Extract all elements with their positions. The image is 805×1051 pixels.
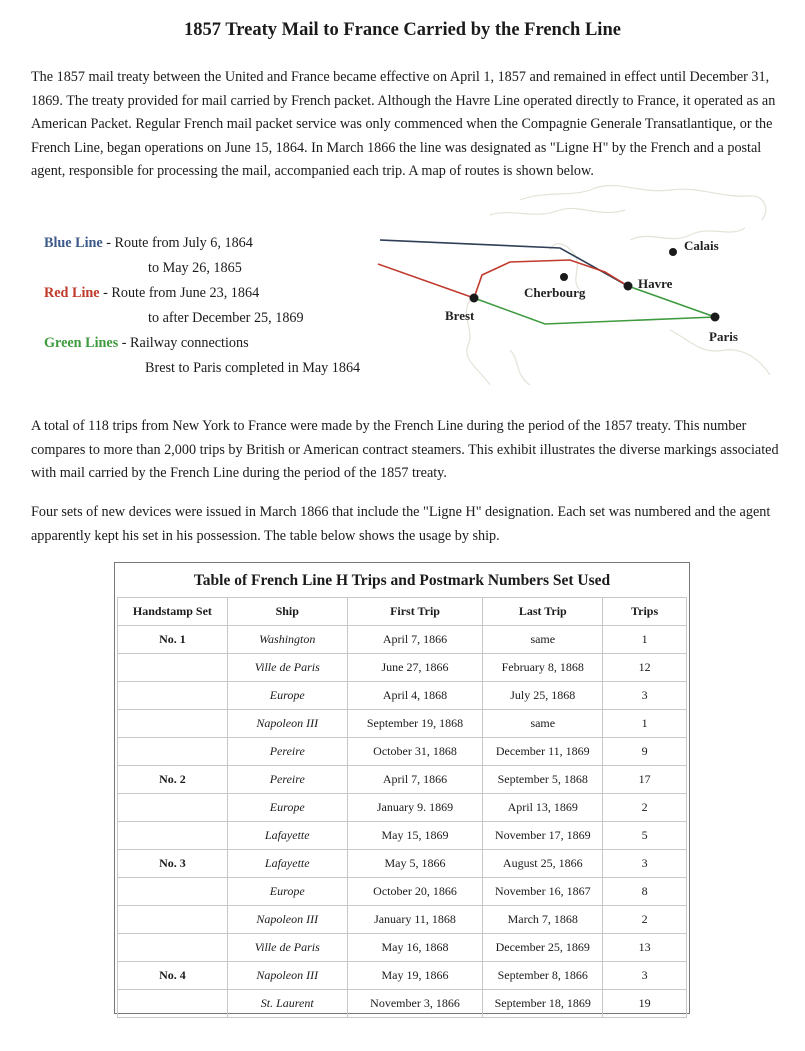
paris-marker bbox=[711, 313, 720, 322]
blue-route-line bbox=[380, 240, 628, 286]
legend-green-continued: Brest to Paris completed in May 1864 bbox=[145, 360, 361, 376]
legend-blue-name: Blue Line bbox=[44, 235, 103, 251]
first-trip-cell: October 20, 1866 bbox=[347, 878, 483, 906]
table-row bbox=[118, 794, 687, 822]
table-row bbox=[118, 850, 687, 878]
table-header-row bbox=[118, 598, 687, 626]
header-first-trip: First Trip bbox=[347, 598, 483, 626]
ship-cell: Napoleon III bbox=[227, 710, 347, 738]
last-trip-cell: September 18, 1869 bbox=[483, 990, 603, 1018]
table-row bbox=[118, 710, 687, 738]
legend-green-name: Green Lines bbox=[44, 335, 119, 351]
last-trip-cell: same bbox=[483, 710, 603, 738]
table-row bbox=[118, 654, 687, 682]
header-handstamp-set: Handstamp Set bbox=[118, 598, 228, 626]
paris-label: Paris bbox=[709, 329, 738, 344]
intro-paragraph: The 1857 mail treaty between the United and France became effective on April 1, 1857 and remained in effect until December 31, 1869. The treaty provided for mail carried by French packet. Although the Havre Line operated directly to France, it operated as an American Packet. Regular French mail packet service was only commenced when the Compagnie Generale Transatlantique, or the French Line, began operations on June 15, 1864. In March 1866 the line was designated as "Ligne H" by the French and a postal agent, responsible for processing the mail, accompanied each trip. A map of routes is shown below. bbox=[31, 69, 776, 179]
ship-cell: St. Laurent bbox=[227, 990, 347, 1018]
cherbourg-marker bbox=[560, 273, 568, 281]
first-trip-cell: November 3, 1866 bbox=[347, 990, 483, 1018]
first-trip-cell: April 7, 1866 bbox=[347, 766, 483, 794]
table-caption: Table of French Line H Trips and Postmark Numbers Set Used bbox=[193, 572, 611, 589]
table-row bbox=[118, 934, 687, 962]
handstamp-set-cell bbox=[118, 906, 228, 934]
table-row bbox=[118, 766, 687, 794]
ship-cell: Europe bbox=[227, 682, 347, 710]
last-trip-cell: July 25, 1868 bbox=[483, 682, 603, 710]
legend-red-desc: - Route from June 23, 1864 bbox=[99, 285, 260, 301]
handstamp-set-cell bbox=[118, 990, 228, 1018]
trips-paragraph: A total of 118 trips from New York to France were made by the French Line during the period of the 1857 treaty. This number compares to more than 2,000 trips by British or American contract steamers. This exhibit illustrates the diverse markings associated with mail carried by the French Line during the period of the 1857 treaty. bbox=[31, 418, 779, 481]
table-row bbox=[118, 990, 687, 1018]
legend-blue-continued: to May 26, 1865 bbox=[148, 260, 242, 276]
brest-label: Brest bbox=[445, 308, 475, 323]
last-trip-cell: November 17, 1869 bbox=[483, 822, 603, 850]
handstamp-set-cell bbox=[118, 738, 228, 766]
trips-cell: 13 bbox=[603, 934, 687, 962]
header-last-trip: Last Trip bbox=[483, 598, 603, 626]
legend-blue bbox=[44, 235, 253, 252]
trips-cell: 2 bbox=[603, 906, 687, 934]
last-trip-cell: December 25, 1869 bbox=[483, 934, 603, 962]
trips-cell: 9 bbox=[603, 738, 687, 766]
table-row bbox=[118, 738, 687, 766]
calais-label: Calais bbox=[684, 238, 719, 253]
legend-red-continued: to after December 25, 1869 bbox=[148, 310, 304, 326]
ship-cell: Napoleon III bbox=[227, 906, 347, 934]
table-row bbox=[118, 962, 687, 990]
ship-cell: Pereire bbox=[227, 766, 347, 794]
table-row bbox=[118, 878, 687, 906]
ship-cell: Ville de Paris bbox=[227, 934, 347, 962]
handstamp-set-cell bbox=[118, 822, 228, 850]
ship-cell: Pereire bbox=[227, 738, 347, 766]
trips-cell: 3 bbox=[603, 682, 687, 710]
trips-cell: 19 bbox=[603, 990, 687, 1018]
trips-table-box bbox=[114, 562, 690, 1014]
first-trip-cell: May 5, 1866 bbox=[347, 850, 483, 878]
ship-cell: Washington bbox=[227, 626, 347, 654]
legend-blue-desc: - Route from July 6, 1864 bbox=[102, 235, 253, 251]
header-ship: Ship bbox=[227, 598, 347, 626]
last-trip-cell: same bbox=[483, 626, 603, 654]
first-trip-cell: April 4, 1868 bbox=[347, 682, 483, 710]
handstamp-set-cell bbox=[118, 878, 228, 906]
table-body bbox=[118, 626, 687, 1018]
trips-cell: 3 bbox=[603, 962, 687, 990]
havre-label: Havre bbox=[638, 276, 673, 291]
last-trip-cell: November 16, 1867 bbox=[483, 878, 603, 906]
trips-cell: 3 bbox=[603, 850, 687, 878]
first-trip-cell: May 16, 1868 bbox=[347, 934, 483, 962]
trips-cell: 1 bbox=[603, 710, 687, 738]
ship-cell: Lafayette bbox=[227, 850, 347, 878]
trips-cell: 17 bbox=[603, 766, 687, 794]
page-title: 1857 Treaty Mail to France Carried by the French Line bbox=[184, 20, 621, 40]
ship-cell: Napoleon III bbox=[227, 962, 347, 990]
legend-green-desc: - Railway connections bbox=[118, 335, 249, 351]
table-row bbox=[118, 682, 687, 710]
last-trip-cell: December 11, 1869 bbox=[483, 738, 603, 766]
trips-cell: 2 bbox=[603, 794, 687, 822]
table-row bbox=[118, 822, 687, 850]
trips-cell: 12 bbox=[603, 654, 687, 682]
route-map bbox=[370, 180, 780, 390]
handstamp-set-cell: No. 4 bbox=[118, 962, 228, 990]
last-trip-cell: September 8, 1866 bbox=[483, 962, 603, 990]
last-trip-cell: August 25, 1866 bbox=[483, 850, 603, 878]
trips-cell: 1 bbox=[603, 626, 687, 654]
first-trip-cell: October 31, 1868 bbox=[347, 738, 483, 766]
calais-marker bbox=[669, 248, 677, 256]
trips-table bbox=[117, 597, 687, 1018]
first-trip-cell: September 19, 1868 bbox=[347, 710, 483, 738]
ship-cell: Ville de Paris bbox=[227, 654, 347, 682]
first-trip-cell: June 27, 1866 bbox=[347, 654, 483, 682]
handstamp-set-cell bbox=[118, 682, 228, 710]
brest-marker bbox=[470, 294, 479, 303]
table-row bbox=[118, 906, 687, 934]
legend-red-name: Red Line bbox=[44, 285, 100, 301]
handstamp-set-cell bbox=[118, 794, 228, 822]
last-trip-cell: February 8, 1868 bbox=[483, 654, 603, 682]
first-trip-cell: April 7, 1866 bbox=[347, 626, 483, 654]
ship-cell: Europe bbox=[227, 794, 347, 822]
legend-red bbox=[44, 285, 259, 302]
last-trip-cell: March 7, 1868 bbox=[483, 906, 603, 934]
cherbourg-label: Cherbourg bbox=[524, 285, 586, 300]
table-row bbox=[118, 626, 687, 654]
trips-cell: 8 bbox=[603, 878, 687, 906]
first-trip-cell: May 15, 1869 bbox=[347, 822, 483, 850]
first-trip-cell: January 9. 1869 bbox=[347, 794, 483, 822]
trips-cell: 5 bbox=[603, 822, 687, 850]
last-trip-cell: April 13, 1869 bbox=[483, 794, 603, 822]
handstamp-set-cell: No. 1 bbox=[118, 626, 228, 654]
header-trips: Trips bbox=[603, 598, 687, 626]
ship-cell: Europe bbox=[227, 878, 347, 906]
handstamp-set-cell bbox=[118, 934, 228, 962]
handstamp-set-cell bbox=[118, 710, 228, 738]
green-route-line bbox=[474, 286, 715, 324]
last-trip-cell: September 5, 1868 bbox=[483, 766, 603, 794]
handstamp-set-cell: No. 2 bbox=[118, 766, 228, 794]
havre-marker bbox=[624, 282, 633, 291]
legend-green bbox=[44, 335, 249, 352]
handstamp-set-cell: No. 3 bbox=[118, 850, 228, 878]
devices-paragraph: Four sets of new devices were issued in March 1866 that include the "Ligne H" designation. Each set was numbered and the agent apparently kept his set in his possession. The table below shows the usage by ship. bbox=[31, 504, 771, 544]
coastline-background bbox=[466, 185, 770, 385]
first-trip-cell: May 19, 1866 bbox=[347, 962, 483, 990]
ship-cell: Lafayette bbox=[227, 822, 347, 850]
first-trip-cell: January 11, 1868 bbox=[347, 906, 483, 934]
handstamp-set-cell bbox=[118, 654, 228, 682]
